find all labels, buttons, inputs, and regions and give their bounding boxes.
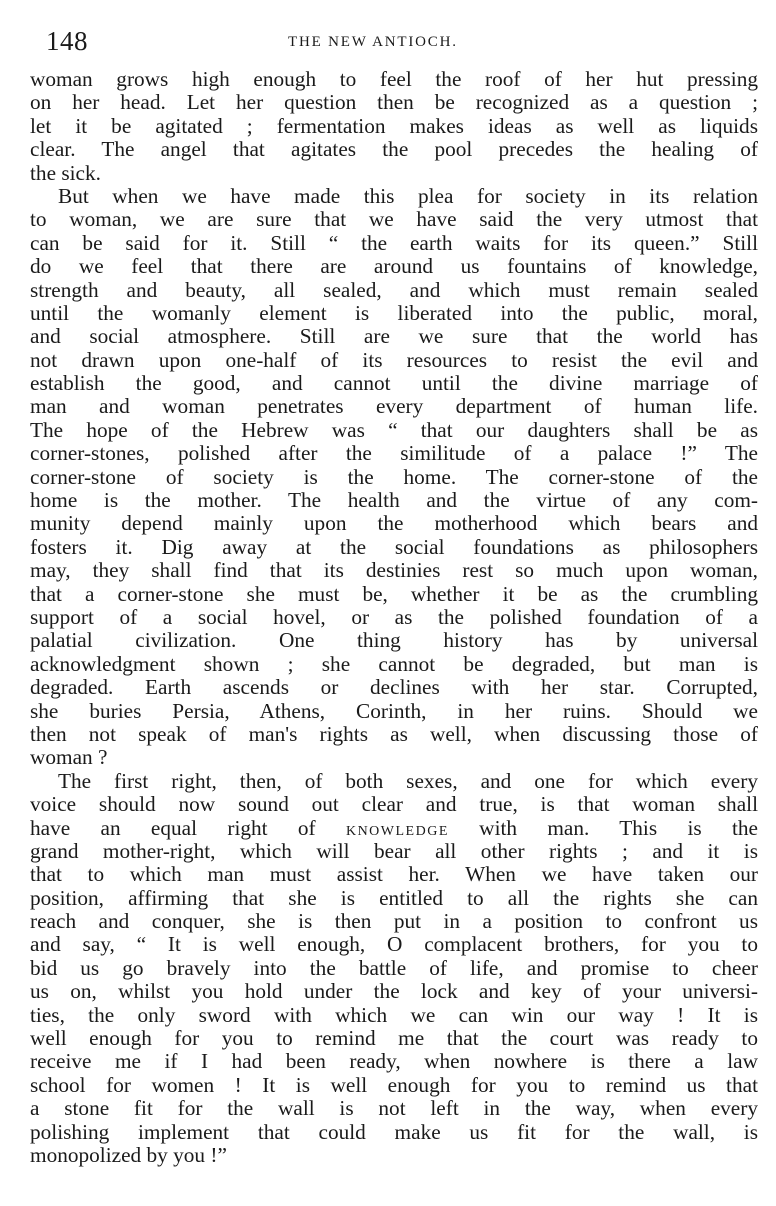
text-line: support of a social hovel, or as the polished foundation of a — [30, 604, 758, 629]
text-line: then not speak of man's rights as well, when discussing those of — [30, 721, 758, 746]
text-line: that to which man must assist her. When we have taken our — [30, 862, 758, 887]
text-line: strength and beauty, all sealed, and which must remain sealed — [30, 277, 758, 302]
text-line: monopolized by you !” — [30, 1142, 227, 1167]
page-number: 148 — [46, 26, 88, 56]
text-line: But when we have made this plea for society in its relation — [58, 183, 758, 208]
text-line: and say, “ It is well enough, O complacent brothers, for you to — [30, 932, 758, 957]
text-line: she buries Persia, Athens, Corinth, in her ruins. Should we — [30, 698, 758, 723]
small-caps-word: KNOWLEDGE — [345, 823, 449, 839]
text-line: and social atmosphere. Still are we sure that the world has — [30, 324, 758, 349]
text-line: us on, whilst you hold under the lock and key of your universi- — [30, 979, 758, 1004]
text-line: to woman, we are sure that we have said the very utmost that — [30, 207, 758, 232]
text-line: fosters it. Dig away at the social foundations as philosophers — [30, 534, 758, 559]
paragraph — [30, 68, 758, 185]
text-line: voice should now sound out clear and true, is that woman shall — [30, 792, 758, 817]
text-line: reach and conquer, she is then put in a position to confront us — [30, 909, 758, 934]
text-line: munity depend mainly upon the motherhood which bears and — [30, 511, 758, 536]
text-line: man and woman penetrates every department of human life. — [30, 394, 758, 419]
text-line: corner-stone of society is the home. The corner-stone of the — [30, 464, 758, 489]
body-text — [30, 68, 758, 1167]
text-line: polishing implement that could make us fit for the wall, is — [30, 1119, 758, 1144]
text-line: establish the good, and cannot until the divine marriage of — [30, 371, 758, 396]
text-line: The first right, then, of both sexes, and one for which every — [58, 768, 758, 793]
text-line: the sick. — [30, 160, 101, 185]
text-line: receive me if I had been ready, when nowhere is there a law — [30, 1049, 758, 1074]
text-line: on her head. Let her question then be recognized as a question ; — [30, 90, 758, 115]
text-line: woman ? — [30, 745, 108, 770]
text-line: grand mother-right, which will bear all other rights ; and it is — [30, 838, 758, 863]
running-title: THE NEW ANTIOCH. — [288, 34, 458, 50]
text-line: The hope of the Hebrew was “ that our daughters shall be as — [30, 417, 758, 442]
text-line: degraded. Earth ascends or declines with her star. Corrupted, — [30, 675, 758, 700]
text-line: position, affirming that she is entitled to all the rights she can — [30, 885, 758, 910]
text-line: home is the mother. The health and the virtue of any com- — [30, 488, 758, 513]
text-line: ties, the only sword with which we can win our way ! It is — [30, 1002, 758, 1027]
text-line: palatial civilization. One thing history has by universal — [30, 628, 758, 653]
text-line: can be said for it. Still “ the earth waits for its queen.” Still — [30, 230, 758, 255]
text-line: well enough for you to remind me that the court was ready to — [30, 1026, 758, 1051]
text-line: do we feel that there are around us fountains of knowledge, — [30, 254, 758, 279]
text-line: let it be agitated ; fermentation makes ideas as well as liquids — [30, 113, 758, 138]
text-line: may, they shall find that its destinies rest so much upon woman, — [30, 558, 758, 583]
paragraph — [30, 770, 758, 1168]
text-line: acknowledgment shown ; she cannot be degraded, but man is — [30, 651, 758, 676]
text-line: bid us go bravely into the battle of life, and promise to cheer — [30, 955, 758, 980]
paragraph — [30, 185, 758, 770]
text-line: not drawn upon one-half of its resources to resist the evil and — [30, 347, 758, 372]
text-line: a stone fit for the wall is not left in the way, when every — [30, 1096, 758, 1121]
text-line: corner-stones, polished after the similitude of a palace !” The — [30, 441, 758, 466]
text-line: woman grows high enough to feel the roof of her hut pressing — [30, 67, 758, 91]
text-line: have an equal right of KNOWLEDGE with man. This is the — [30, 815, 758, 840]
text-line: school for women ! It is well enough for you to remind us that — [30, 1072, 758, 1097]
running-head — [46, 22, 746, 58]
text-line: until the womanly element is liberated into the public, moral, — [30, 300, 758, 325]
text-line: that a corner-stone she must be, whether it be as the crumbling — [30, 581, 758, 606]
text-line: clear. The angel that agitates the pool precedes the healing of — [30, 137, 758, 162]
